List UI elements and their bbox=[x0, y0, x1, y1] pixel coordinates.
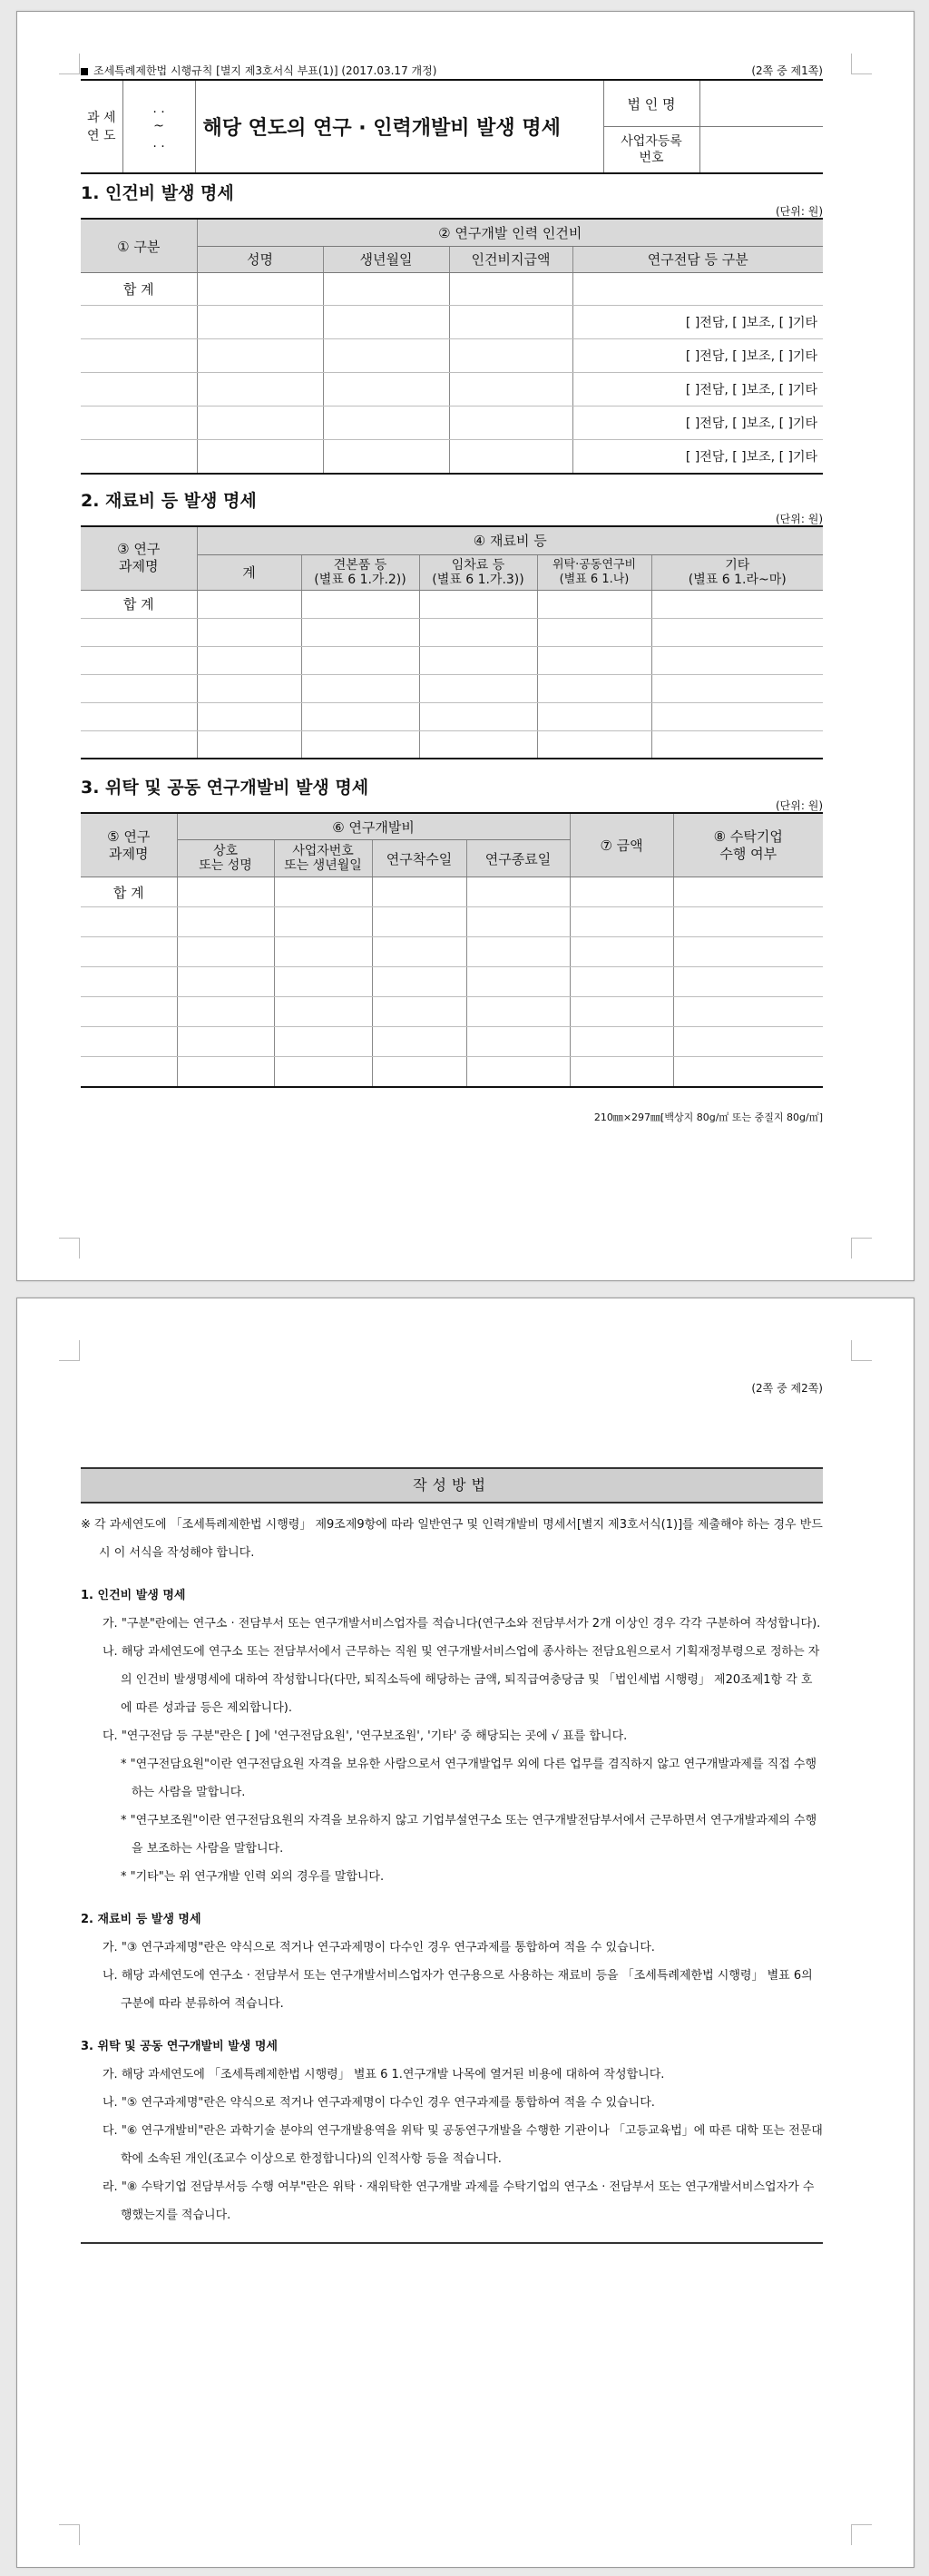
table-cell[interactable] bbox=[81, 907, 177, 937]
table-row bbox=[81, 306, 823, 339]
col-company: 상호 또는 성명 bbox=[177, 840, 274, 877]
table-cell[interactable] bbox=[673, 877, 823, 907]
guide-title: 작성방법 bbox=[81, 1467, 823, 1503]
table-cell[interactable] bbox=[323, 339, 449, 373]
guide-item: 가. "구분"란에는 연구소 · 전담부서 또는 연구개발서비스업자를 적습니다(연구소와 전담부서가 2개 이상인 경우 각각 구분하여 작성합니다). bbox=[103, 1617, 821, 1631]
biz-reg-label: 사업자등록 번호 bbox=[603, 127, 699, 174]
table-cell[interactable] bbox=[419, 590, 537, 618]
table-row bbox=[81, 877, 823, 907]
guide-item: 나. 해당 과세연도에 연구소 · 전담부서 또는 연구개발서비스업자가 연구용으로 사용하는 재료비 등을 「조세특례제한법 시행령」 별표 6의 구분에 따라 분류하여 적습니다. bbox=[103, 1969, 813, 2011]
table-cell[interactable] bbox=[372, 937, 466, 967]
table-cell[interactable] bbox=[197, 339, 323, 373]
table-row bbox=[81, 702, 823, 730]
form-page-2 bbox=[16, 1298, 914, 2568]
table-cell[interactable] bbox=[81, 306, 197, 339]
table-cell[interactable] bbox=[81, 730, 197, 759]
col-amount: ⑦ 금액 bbox=[570, 813, 673, 877]
table-cell[interactable] bbox=[301, 646, 419, 674]
table-cell[interactable] bbox=[372, 907, 466, 937]
table-cell[interactable] bbox=[197, 306, 323, 339]
table-cell[interactable] bbox=[274, 1057, 372, 1087]
table-cell[interactable] bbox=[673, 967, 823, 997]
section-1-title: 1. 인건비 발생 명세 bbox=[81, 183, 234, 203]
crop-mark bbox=[59, 2524, 80, 2545]
table-cell[interactable] bbox=[81, 1057, 177, 1087]
table-cell[interactable] bbox=[274, 907, 372, 937]
table-cell[interactable] bbox=[449, 273, 572, 306]
table-cell[interactable] bbox=[301, 590, 419, 618]
table-cell[interactable] bbox=[466, 997, 570, 1027]
role-checkbox-group[interactable]: [ ]전담, [ ]보조, [ ]기타 bbox=[572, 406, 823, 440]
corp-name-label: 법 인 명 bbox=[603, 80, 699, 127]
table-cell[interactable] bbox=[372, 967, 466, 997]
table-cell[interactable] bbox=[81, 373, 197, 406]
guide-section-2-title: 2. 재료비 등 발생 명세 bbox=[81, 1913, 201, 1926]
table-cell[interactable] bbox=[323, 306, 449, 339]
table-cell[interactable] bbox=[419, 618, 537, 646]
table-cell[interactable] bbox=[419, 674, 537, 702]
material-group-header: ④ 재료비 등 bbox=[197, 526, 823, 555]
table-row bbox=[81, 590, 823, 618]
table-cell[interactable] bbox=[449, 306, 572, 339]
outsourced-rnd-table bbox=[81, 812, 823, 1088]
col-other: 기타 (별표 6 1.라~마) bbox=[651, 554, 823, 590]
table-cell[interactable] bbox=[466, 967, 570, 997]
table-cell[interactable] bbox=[197, 373, 323, 406]
table-cell[interactable] bbox=[197, 646, 301, 674]
table-cell[interactable] bbox=[651, 590, 823, 618]
table-cell[interactable] bbox=[570, 937, 673, 967]
crop-mark bbox=[59, 54, 80, 74]
table-cell[interactable] bbox=[537, 646, 651, 674]
role-checkbox-group[interactable]: [ ]전담, [ ]보조, [ ]기타 bbox=[572, 373, 823, 406]
table-row bbox=[81, 273, 823, 306]
table-cell[interactable] bbox=[301, 674, 419, 702]
table-cell[interactable] bbox=[81, 339, 197, 373]
table-cell[interactable] bbox=[197, 730, 301, 759]
table-cell[interactable] bbox=[419, 702, 537, 730]
table-cell[interactable] bbox=[537, 618, 651, 646]
guide-body bbox=[81, 1511, 823, 2229]
guide-item: 라. "⑧ 수탁기업 전담부서등 수행 여부"란은 위탁 · 재위탁한 연구개발 과제를 수탁기업의 연구소 · 전담부서 또는 연구개발서비스업자가 수행했는지를 적습니다. bbox=[103, 2180, 815, 2222]
table-row bbox=[81, 618, 823, 646]
guide-item: 다. "⑥ 연구개발비"란은 과학기술 분야의 연구개발용역을 위탁 및 공동연구개발을 수행한 기관이나 「고등교육법」에 따른 대학 또는 전문대학에 소속된 개인(조교수 이상으로 한정합니다)의 인적사항 등을 적습니다. bbox=[103, 2124, 823, 2166]
total-label: 합 계 bbox=[81, 877, 177, 907]
col-start-date: 연구착수일 bbox=[372, 840, 466, 877]
table-cell[interactable] bbox=[466, 877, 570, 907]
role-checkbox-group[interactable]: [ ]전담, [ ]보조, [ ]기타 bbox=[572, 339, 823, 373]
guide-note: * "기타"는 위 연구개발 인력 외의 경우를 말합니다. bbox=[121, 1870, 385, 1884]
table-row bbox=[81, 674, 823, 702]
form-reference: 조세특례제한법 시행규칙 [별지 제3호서식 부표(1)] (2017.03.17 개정) bbox=[93, 64, 437, 77]
square-bullet-icon bbox=[81, 68, 88, 75]
table-row bbox=[81, 937, 823, 967]
table-cell[interactable] bbox=[177, 967, 274, 997]
labor-group-header: ② 연구개발 인력 인건비 bbox=[197, 219, 823, 246]
table-cell[interactable] bbox=[673, 907, 823, 937]
table-cell[interactable] bbox=[177, 997, 274, 1027]
table-cell[interactable] bbox=[449, 339, 572, 373]
table-cell[interactable] bbox=[177, 907, 274, 937]
table-cell[interactable] bbox=[177, 877, 274, 907]
crop-mark bbox=[59, 1238, 80, 1259]
table-cell[interactable] bbox=[466, 1027, 570, 1057]
table-cell[interactable] bbox=[177, 1027, 274, 1057]
form-title-table bbox=[81, 79, 823, 174]
table-cell[interactable] bbox=[651, 702, 823, 730]
table-cell[interactable] bbox=[570, 997, 673, 1027]
tax-year-field[interactable] bbox=[122, 80, 195, 173]
col-name: 성명 bbox=[197, 246, 323, 273]
table-cell[interactable] bbox=[449, 406, 572, 440]
table-cell[interactable] bbox=[419, 646, 537, 674]
crop-mark bbox=[851, 54, 872, 74]
table-cell[interactable] bbox=[466, 937, 570, 967]
table-cell[interactable] bbox=[177, 1057, 274, 1087]
col-birthdate: 생년월일 bbox=[323, 246, 449, 273]
table-row bbox=[81, 1027, 823, 1057]
table-cell[interactable] bbox=[570, 907, 673, 937]
tax-year-to: . . bbox=[152, 136, 165, 151]
table-cell[interactable] bbox=[537, 730, 651, 759]
table-cell[interactable] bbox=[651, 730, 823, 759]
total-label: 합 계 bbox=[81, 590, 197, 618]
guide-item: 가. 해당 과세연도에 「조세특례제한법 시행령」 별표 6 1.연구개발 나목에 열거된 비용에 대하여 작성합니다. bbox=[103, 2068, 665, 2081]
table-cell[interactable] bbox=[274, 1027, 372, 1057]
table-cell[interactable] bbox=[197, 590, 301, 618]
biz-reg-input[interactable] bbox=[699, 127, 823, 174]
table-row bbox=[81, 406, 823, 440]
section-3-unit: (단위: 원) bbox=[776, 799, 823, 812]
table-row bbox=[81, 730, 823, 759]
table-cell[interactable] bbox=[81, 1027, 177, 1057]
table-cell[interactable] bbox=[197, 702, 301, 730]
table-cell[interactable] bbox=[570, 1027, 673, 1057]
table-cell[interactable] bbox=[372, 997, 466, 1027]
col-biz-number: 사업자번호 또는 생년월일 bbox=[274, 840, 372, 877]
table-cell[interactable] bbox=[372, 1057, 466, 1087]
rnd-group-header: ⑥ 연구개발비 bbox=[177, 813, 570, 840]
table-cell[interactable] bbox=[197, 273, 323, 306]
page-indicator: (2쪽 중 제1쪽) bbox=[751, 64, 823, 77]
col-payment: 인건비지급액 bbox=[449, 246, 572, 273]
table-cell[interactable] bbox=[81, 702, 197, 730]
table-cell[interactable] bbox=[570, 967, 673, 997]
page-indicator: (2쪽 중 제2쪽) bbox=[751, 1382, 823, 1395]
table-cell[interactable] bbox=[537, 590, 651, 618]
table-cell[interactable] bbox=[323, 273, 449, 306]
col-rent: 임차료 등 (별표 6 1.가.3)) bbox=[419, 554, 537, 590]
table-cell[interactable] bbox=[301, 618, 419, 646]
table-cell[interactable] bbox=[651, 618, 823, 646]
table-row bbox=[81, 646, 823, 674]
paper-spec: 210㎜×297㎜[백상지 80g/㎡ 또는 중질지 80g/㎡] bbox=[593, 1111, 823, 1123]
table-cell[interactable] bbox=[651, 674, 823, 702]
table-cell[interactable] bbox=[81, 440, 197, 474]
table-cell[interactable] bbox=[274, 997, 372, 1027]
table-cell[interactable] bbox=[301, 702, 419, 730]
col-end-date: 연구종료일 bbox=[466, 840, 570, 877]
table-cell[interactable] bbox=[537, 674, 651, 702]
table-cell[interactable] bbox=[449, 440, 572, 474]
table-row bbox=[81, 1057, 823, 1087]
table-cell[interactable] bbox=[372, 877, 466, 907]
tax-year-tilde: ~ bbox=[153, 119, 164, 133]
col-project: ⑤ 연구 과제명 bbox=[81, 813, 177, 877]
table-cell[interactable] bbox=[372, 1027, 466, 1057]
tax-year-label: 과 세 연 도 bbox=[81, 80, 122, 173]
guide-item: 가. "③ 연구과제명"란은 약식으로 적거나 연구과제명이 다수인 경우 연구과제를 통합하여 적을 수 있습니다. bbox=[103, 1941, 655, 1954]
section-2-title: 2. 재료비 등 발생 명세 bbox=[81, 490, 257, 511]
guide-note: * "연구보조원"이란 연구전담요원의 자격을 보유하지 않고 기업부설연구소 또는 연구개발전담부서에서 근무하면서 연구개발과제의 수행을 보조하는 사람을 말합니다. bbox=[121, 1814, 817, 1856]
guide-end-rule bbox=[81, 2242, 823, 2244]
guide-section-3-title: 3. 위탁 및 공동 연구개발비 발생 명세 bbox=[81, 2040, 278, 2053]
table-cell[interactable] bbox=[81, 997, 177, 1027]
table-cell[interactable] bbox=[81, 937, 177, 967]
section-3-title: 3. 위탁 및 공동 연구개발비 발생 명세 bbox=[81, 778, 369, 798]
table-cell[interactable] bbox=[673, 997, 823, 1027]
table-cell[interactable] bbox=[81, 967, 177, 997]
table-cell[interactable] bbox=[537, 702, 651, 730]
guide-item: 다. "연구전담 등 구분"란은 [ ]에 '연구전담요원', '연구보조원', '기타' 중 해당되는 곳에 √ 표를 합니다. bbox=[103, 1729, 628, 1743]
table-cell[interactable] bbox=[81, 646, 197, 674]
section-2-unit: (단위: 원) bbox=[776, 512, 823, 525]
form-title: 해당 연도의 연구 · 인력개발비 발생 명세 bbox=[195, 80, 603, 173]
col-consigned: ⑧ 수탁기업 수행 여부 bbox=[673, 813, 823, 877]
material-cost-table bbox=[81, 525, 823, 760]
table-cell[interactable] bbox=[673, 1057, 823, 1087]
table-cell[interactable] bbox=[323, 406, 449, 440]
table-cell[interactable] bbox=[323, 440, 449, 474]
table-cell[interactable] bbox=[651, 646, 823, 674]
table-cell[interactable] bbox=[274, 937, 372, 967]
table-row bbox=[81, 373, 823, 406]
table-row bbox=[81, 907, 823, 937]
table-row bbox=[81, 967, 823, 997]
col-sum: 계 bbox=[197, 554, 301, 590]
corp-name-input[interactable] bbox=[699, 80, 823, 127]
table-cell[interactable] bbox=[673, 1027, 823, 1057]
table-row bbox=[81, 339, 823, 373]
col-joint-research: 위탁·공동연구비 (별표 6 1.나) bbox=[537, 554, 651, 590]
guide-note: * "연구전담요원"이란 연구전담요원 자격을 보유한 사람으로서 연구개발업무 외에 다른 업무를 겸직하지 않고 연구개발과제를 직접 수행하는 사람을 말합니다. bbox=[121, 1758, 817, 1799]
section-1-unit: (단위: 원) bbox=[776, 205, 823, 218]
guide-intro: ※ 각 과세연도에 「조세특례제한법 시행령」 제9조제9항에 따라 일반연구 및 인력개발비 명세서[별지 제3호서식(1)]를 제출해야 하는 경우 반드시 이 서식을 작성해야 합니다. bbox=[81, 1518, 823, 1560]
col-role: 연구전담 등 구분 bbox=[572, 246, 823, 273]
labor-cost-table bbox=[81, 218, 823, 475]
table-cell[interactable] bbox=[197, 618, 301, 646]
crop-mark bbox=[851, 2524, 872, 2545]
form-page-1 bbox=[16, 11, 914, 1281]
table-cell[interactable] bbox=[570, 1057, 673, 1087]
total-label: 합 계 bbox=[81, 273, 197, 306]
crop-mark bbox=[851, 1238, 872, 1259]
table-cell[interactable] bbox=[274, 877, 372, 907]
crop-mark bbox=[59, 1340, 80, 1361]
table-cell[interactable] bbox=[301, 730, 419, 759]
table-row bbox=[81, 440, 823, 474]
table-cell[interactable] bbox=[197, 440, 323, 474]
crop-mark bbox=[851, 1340, 872, 1361]
table-cell[interactable] bbox=[81, 674, 197, 702]
form-header bbox=[81, 1380, 823, 1395]
table-cell[interactable] bbox=[177, 937, 274, 967]
table-cell[interactable] bbox=[81, 406, 197, 440]
guide-item: 나. 해당 과세연도에 연구소 또는 전담부서에서 근무하는 직원 및 연구개발서비스업에 종사하는 전담요원으로서 기획재정부령으로 정하는 자의 인건비 발생명세에 대하여 작성합니다(다만, 퇴직소득에 해당하는 금액, 퇴직급여충당금 및 「법인세법 시행령」 제20조제1항 각 호에 따른 성과급 등은 제외합니다). bbox=[103, 1645, 820, 1715]
table-cell[interactable] bbox=[197, 406, 323, 440]
table-cell[interactable] bbox=[466, 1057, 570, 1087]
col-samples: 견본품 등 (별표 6 1.가.2)) bbox=[301, 554, 419, 590]
table-cell[interactable] bbox=[466, 907, 570, 937]
col-category: ① 구분 bbox=[81, 219, 197, 273]
table-cell[interactable] bbox=[572, 273, 823, 306]
role-checkbox-group[interactable]: [ ]전담, [ ]보조, [ ]기타 bbox=[572, 306, 823, 339]
table-cell[interactable] bbox=[197, 674, 301, 702]
table-cell[interactable] bbox=[449, 373, 572, 406]
table-cell[interactable] bbox=[570, 877, 673, 907]
col-project: ③ 연구 과제명 bbox=[81, 526, 197, 591]
table-cell[interactable] bbox=[673, 937, 823, 967]
table-cell[interactable] bbox=[274, 967, 372, 997]
table-cell[interactable] bbox=[323, 373, 449, 406]
tax-year-from: . . bbox=[152, 102, 165, 116]
table-cell[interactable] bbox=[419, 730, 537, 759]
guide-item: 나. "⑤ 연구과제명"란은 약식으로 적거나 연구과제명이 다수인 경우 연구과제를 통합하여 적을 수 있습니다. bbox=[103, 2096, 655, 2110]
table-cell[interactable] bbox=[81, 618, 197, 646]
table-row bbox=[81, 997, 823, 1027]
form-header bbox=[81, 63, 823, 77]
guide-section-1-title: 1. 인건비 발생 명세 bbox=[81, 1589, 186, 1602]
role-checkbox-group[interactable]: [ ]전담, [ ]보조, [ ]기타 bbox=[572, 440, 823, 474]
